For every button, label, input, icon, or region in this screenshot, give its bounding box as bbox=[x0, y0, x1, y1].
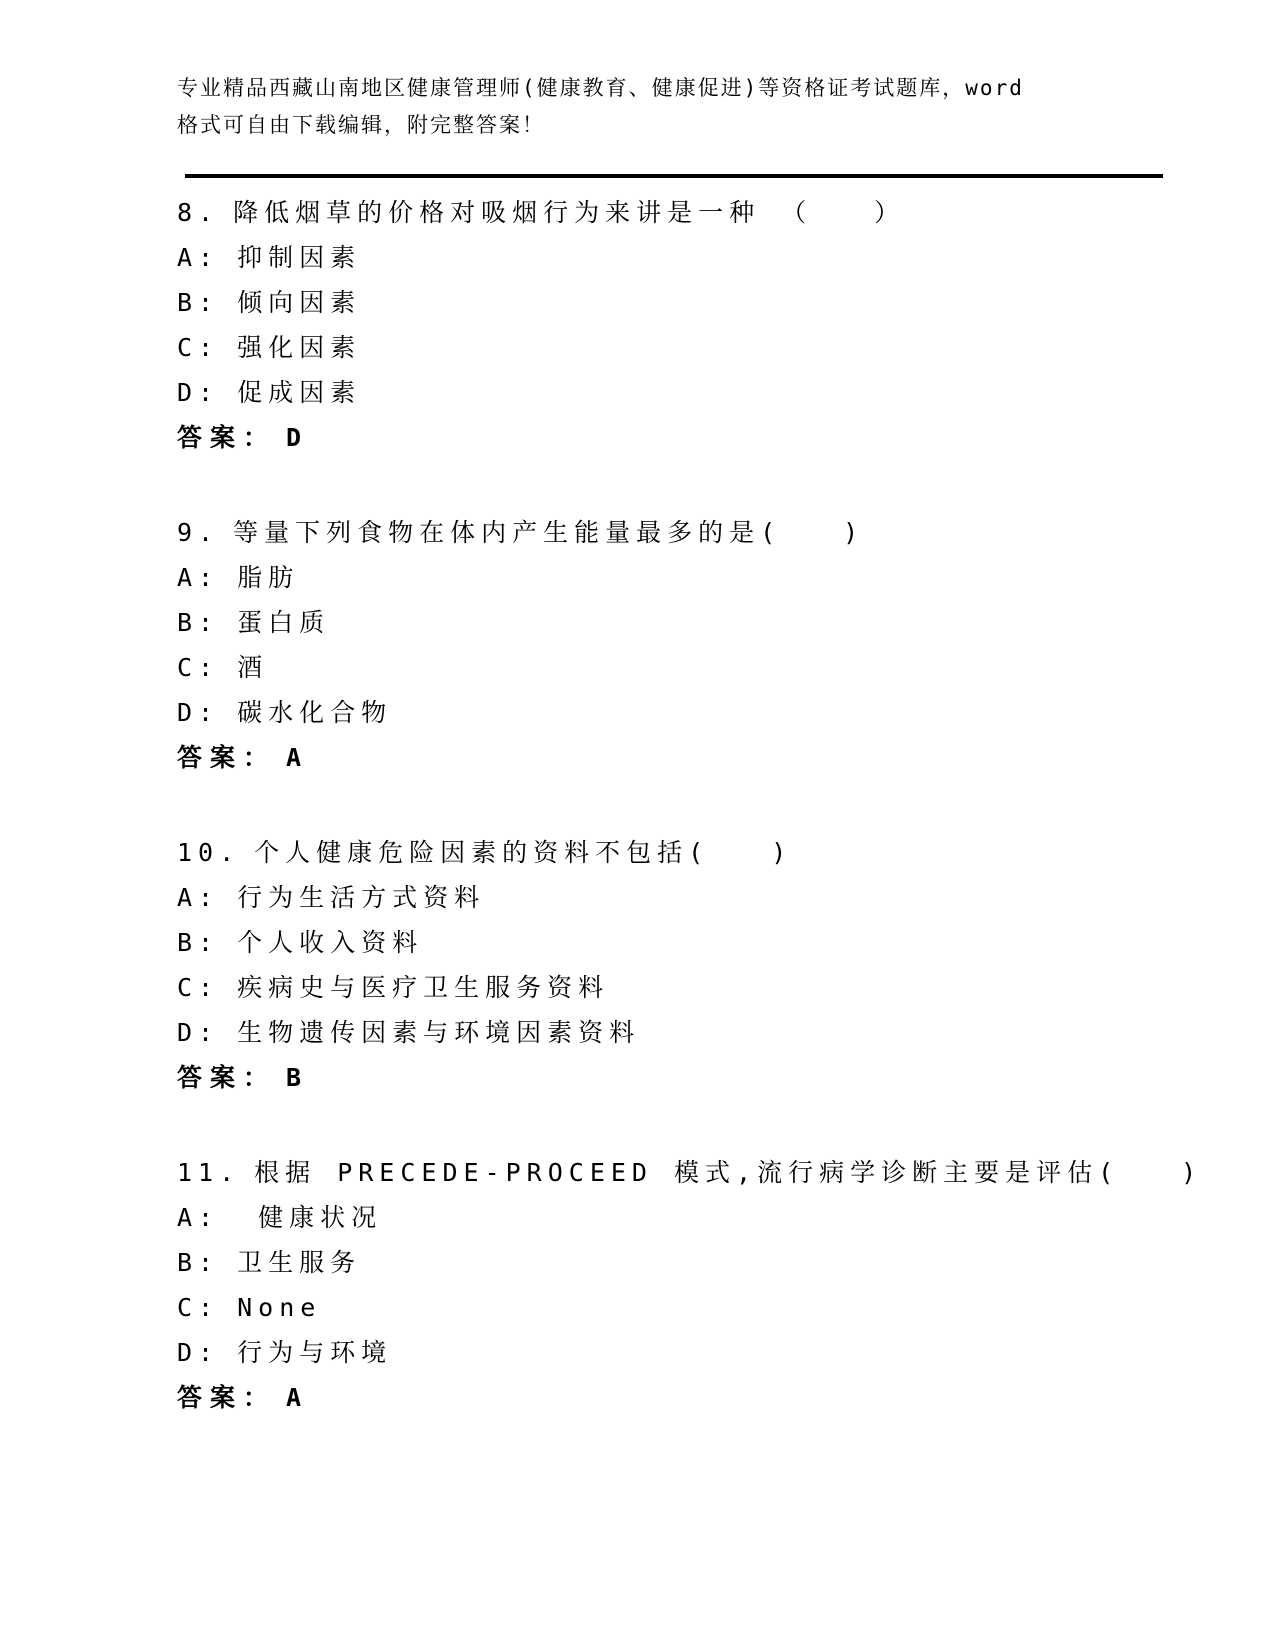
question-text: 个人健康危险因素的资料不包括( ) bbox=[254, 838, 793, 867]
option-label: B: bbox=[177, 288, 220, 317]
option-text: 疾病史与医疗卫生服务资料 bbox=[237, 973, 610, 1002]
option-text: 酒 bbox=[237, 653, 269, 682]
option-line-a bbox=[177, 235, 1275, 280]
option-label: C: bbox=[177, 973, 220, 1002]
option-line-c bbox=[177, 645, 1275, 690]
option-label: A: bbox=[177, 883, 220, 912]
option-text: 生物遗传因素与环境因素资料 bbox=[237, 1018, 641, 1047]
question-text: 等量下列食物在体内产生能量最多的是( ) bbox=[233, 518, 865, 547]
answer-value: A bbox=[286, 743, 310, 772]
option-text: 抑制因素 bbox=[237, 243, 362, 272]
answer-line bbox=[177, 415, 1275, 460]
option-text: 个人收入资料 bbox=[237, 928, 424, 957]
option-label: A: bbox=[177, 563, 220, 592]
option-line-d bbox=[177, 1010, 1275, 1055]
option-label: B: bbox=[177, 1248, 220, 1277]
answer-value: D bbox=[286, 423, 310, 452]
option-label: D: bbox=[177, 1338, 220, 1367]
option-text: None bbox=[237, 1293, 322, 1322]
option-label: C: bbox=[177, 653, 220, 682]
question-title bbox=[177, 1150, 1275, 1195]
question-title bbox=[177, 510, 1275, 555]
option-label: B: bbox=[177, 608, 220, 637]
option-line-a bbox=[177, 1195, 1275, 1240]
option-line-b bbox=[177, 600, 1275, 645]
option-text: 强化因素 bbox=[237, 333, 362, 362]
question-text: 降低烟草的价格对吸烟行为来讲是一种 （ ） bbox=[233, 198, 906, 227]
option-text: 卫生服务 bbox=[237, 1248, 362, 1277]
option-line-c bbox=[177, 325, 1275, 370]
question-block-10 bbox=[177, 830, 1275, 1100]
question-list bbox=[177, 190, 1275, 1420]
answer-label: 答案： bbox=[177, 743, 277, 772]
option-text: 碳水化合物 bbox=[237, 698, 393, 727]
header-text-line-2: 格式可自由下载编辑，附完整答案！ bbox=[177, 113, 545, 137]
option-line-c bbox=[177, 965, 1275, 1010]
option-line-b bbox=[177, 280, 1275, 325]
header-text-line-1: 专业精品西藏山南地区健康管理师(健康教育、健康促进)等资格证考试题库，word bbox=[177, 76, 1024, 100]
option-line-d bbox=[177, 1330, 1275, 1375]
option-text: 行为生活方式资料 bbox=[237, 883, 486, 912]
question-text: 根据 PRECEDE-PROCEED 模式,流行病学诊断主要是评估( ) bbox=[254, 1158, 1203, 1187]
option-line-b bbox=[177, 920, 1275, 965]
answer-label: 答案： bbox=[177, 423, 277, 452]
option-label: D: bbox=[177, 378, 220, 407]
question-title bbox=[177, 830, 1275, 875]
option-text: 脂肪 bbox=[237, 563, 300, 592]
option-label: A: bbox=[177, 1203, 220, 1232]
option-line-d bbox=[177, 370, 1275, 415]
option-text: 促成因素 bbox=[237, 378, 362, 407]
option-text: 蛋白质 bbox=[237, 608, 331, 637]
question-number: 9. bbox=[177, 518, 220, 547]
option-label: D: bbox=[177, 1018, 220, 1047]
question-number: 8. bbox=[177, 198, 220, 227]
question-block-11 bbox=[177, 1150, 1275, 1420]
option-label: A: bbox=[177, 243, 220, 272]
option-label: D: bbox=[177, 698, 220, 727]
answer-value: B bbox=[286, 1063, 310, 1092]
option-label: B: bbox=[177, 928, 220, 957]
question-number: 10. bbox=[177, 838, 241, 867]
option-text: 倾向因素 bbox=[237, 288, 362, 317]
option-line-a bbox=[177, 555, 1275, 600]
question-block-8 bbox=[177, 190, 1275, 460]
answer-line bbox=[177, 1375, 1275, 1420]
option-line-b bbox=[177, 1240, 1275, 1285]
option-text: 行为与环境 bbox=[237, 1338, 393, 1367]
answer-line bbox=[177, 735, 1275, 780]
option-line-a bbox=[177, 875, 1275, 920]
header-divider-rule bbox=[185, 174, 1163, 178]
option-label: C: bbox=[177, 333, 220, 362]
question-title bbox=[177, 190, 1275, 235]
answer-line bbox=[177, 1055, 1275, 1100]
question-number: 11. bbox=[177, 1158, 241, 1187]
option-text: 健康状况 bbox=[237, 1203, 383, 1232]
option-label: C: bbox=[177, 1293, 220, 1322]
answer-label: 答案： bbox=[177, 1063, 277, 1092]
document-header bbox=[0, 0, 1275, 144]
answer-label: 答案： bbox=[177, 1383, 277, 1412]
option-line-c bbox=[177, 1285, 1275, 1330]
option-line-d bbox=[177, 690, 1275, 735]
question-block-9 bbox=[177, 510, 1275, 780]
answer-value: A bbox=[286, 1383, 310, 1412]
